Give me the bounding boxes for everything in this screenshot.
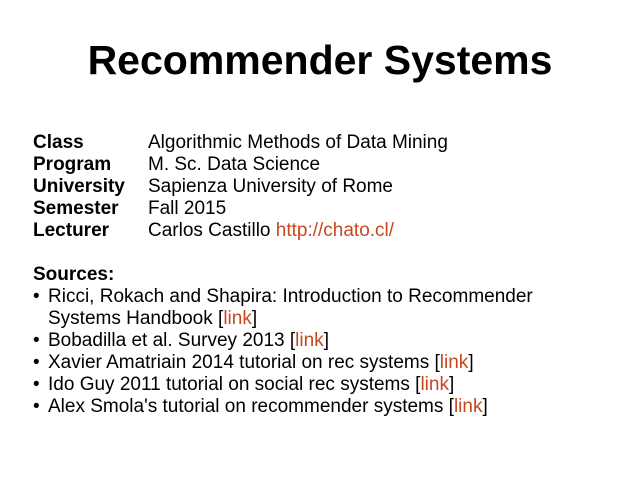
info-row-university bbox=[33, 176, 448, 198]
source-text: ] bbox=[482, 396, 488, 417]
info-value: Algorithmic Methods of Data Mining bbox=[148, 132, 448, 153]
info-value: M. Sc. Data Science bbox=[148, 154, 321, 175]
source-text: Ido Guy 2011 tutorial on social rec systems [ bbox=[48, 374, 421, 395]
lecturer-homepage-link[interactable]: http://chato.cl/ bbox=[275, 220, 395, 241]
info-label: Lecturer bbox=[33, 220, 110, 241]
slide-title: Recommender Systems bbox=[87, 37, 553, 83]
info-label: University bbox=[33, 176, 125, 197]
source-text: ] bbox=[448, 374, 455, 395]
list-item bbox=[33, 374, 613, 396]
bullet-icon: • bbox=[33, 352, 40, 373]
info-label: Semester bbox=[33, 198, 119, 219]
source-link[interactable]: link bbox=[420, 374, 449, 395]
course-info bbox=[33, 132, 448, 242]
source-link[interactable]: link bbox=[223, 308, 252, 329]
source-text: ] bbox=[251, 308, 258, 329]
info-row-semester bbox=[33, 198, 448, 220]
source-link[interactable]: link bbox=[295, 330, 324, 351]
info-label: Class bbox=[33, 132, 84, 153]
source-text: Ricci, Rokach and Shapira: Introduction to Recommender bbox=[48, 286, 533, 307]
source-link[interactable]: link bbox=[439, 352, 469, 373]
sources-section bbox=[33, 264, 613, 418]
info-row-lecturer bbox=[33, 220, 448, 242]
list-item bbox=[33, 396, 613, 418]
source-text: Bobadilla et al. Survey 2013 [ bbox=[48, 330, 296, 351]
list-item bbox=[33, 330, 613, 352]
sources-heading: Sources: bbox=[33, 264, 115, 285]
info-value: Carlos Castillo bbox=[148, 220, 271, 241]
source-text: ] bbox=[468, 352, 474, 373]
list-item bbox=[33, 286, 613, 330]
bullet-icon: • bbox=[33, 286, 40, 307]
sources-list bbox=[33, 286, 613, 418]
list-item bbox=[33, 352, 613, 374]
bullet-icon: • bbox=[33, 330, 40, 351]
source-link[interactable]: link bbox=[453, 396, 483, 417]
info-row-program bbox=[33, 154, 448, 176]
bullet-icon: • bbox=[33, 396, 40, 417]
source-text: Xavier Amatriain 2014 tutorial on rec systems [ bbox=[48, 352, 440, 373]
bullet-icon: • bbox=[33, 374, 40, 395]
source-text: Alex Smola's tutorial on recommender systems [ bbox=[48, 396, 454, 417]
info-value: Fall 2015 bbox=[148, 198, 227, 219]
source-text: ] bbox=[323, 330, 329, 351]
info-value: Sapienza University of Rome bbox=[148, 176, 393, 197]
info-row-class bbox=[33, 132, 448, 154]
info-label: Program bbox=[33, 154, 112, 175]
source-text: Systems Handbook [ bbox=[48, 308, 224, 329]
